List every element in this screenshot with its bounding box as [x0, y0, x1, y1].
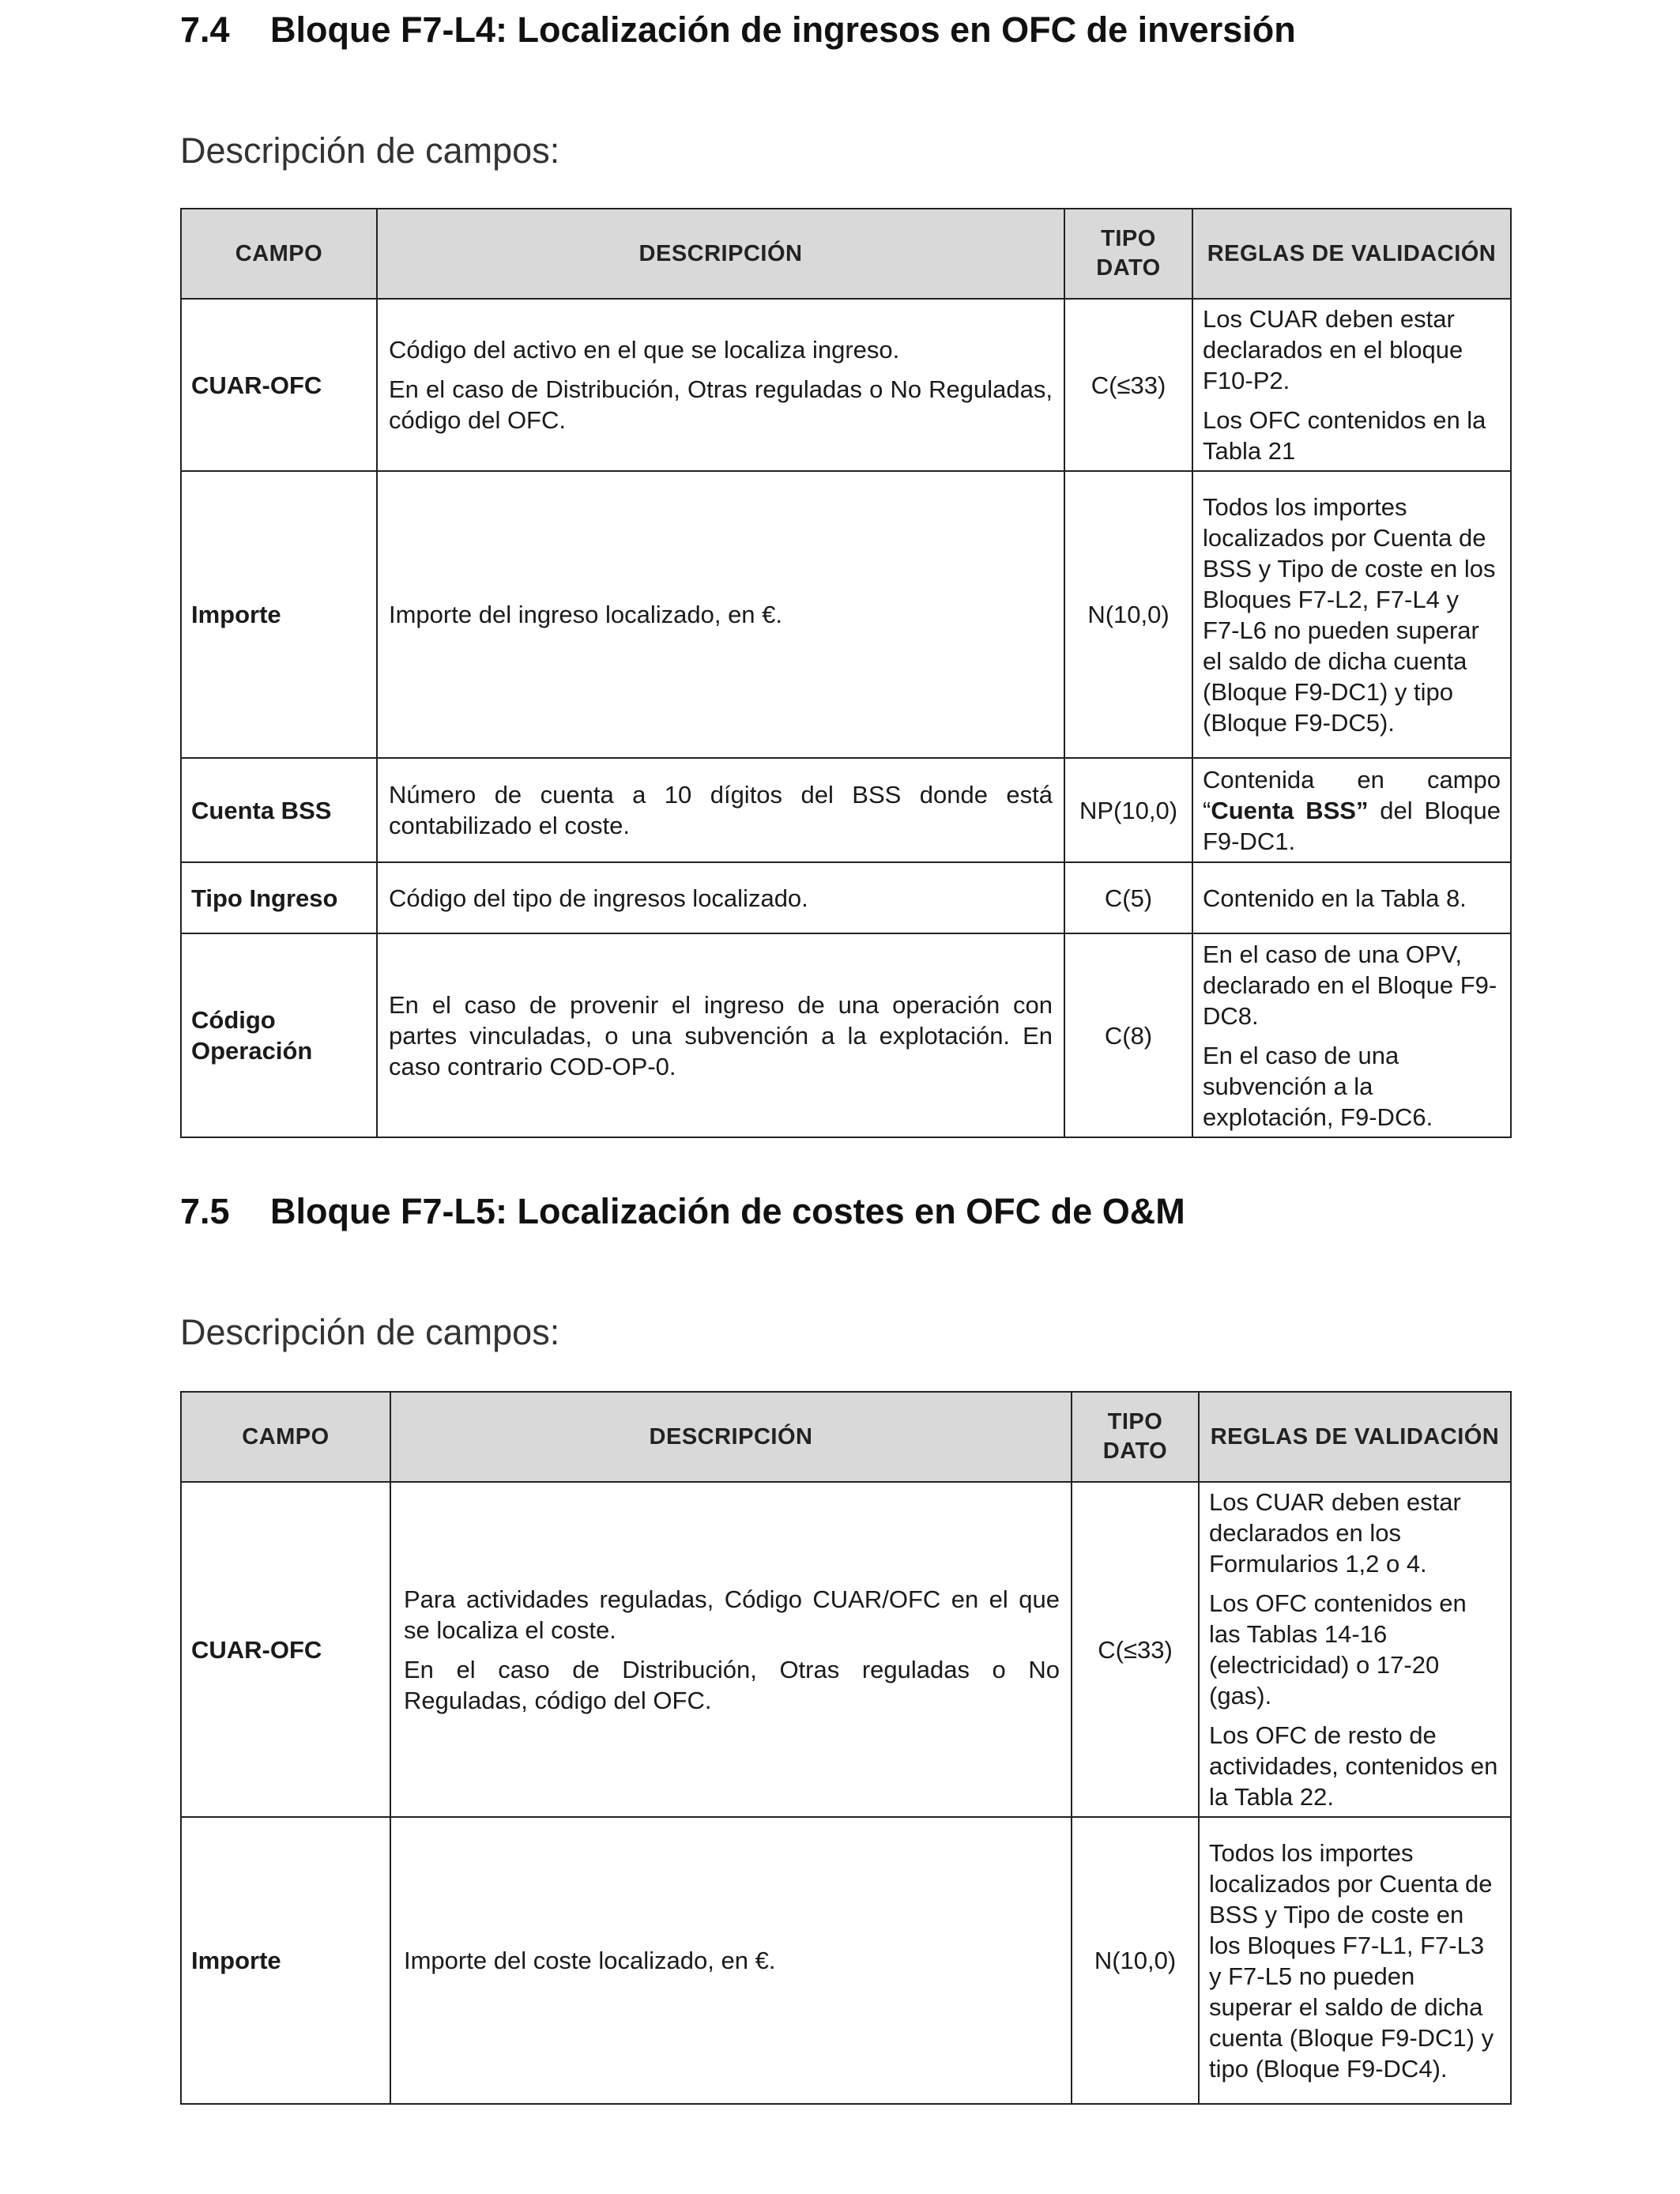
validation-rules: [1192, 862, 1511, 933]
validation-rules: [1192, 758, 1511, 862]
table-row: [181, 862, 1511, 933]
field-type: C(5): [1064, 862, 1192, 933]
field-name: Importe: [181, 1817, 390, 2104]
rule-field-name: Cuenta BSS”: [1211, 796, 1369, 824]
rule-text: Los OFC de resto de actividades, contenidos en la Tabla 22.: [1209, 1721, 1498, 1811]
column-header-tipo-dato: TIPO DATO: [1064, 209, 1192, 299]
rule-text: Los CUAR deben estar declarados en los Formularios 1,2 o 4.: [1209, 1488, 1461, 1578]
fields-description-heading: Descripción de campos:: [180, 1312, 560, 1352]
description-text: Código del activo en el que se localiza ingreso.: [389, 336, 900, 364]
column-header-tipo-dato: TIPO DATO: [1072, 1392, 1199, 1482]
description-text: Importe del ingreso localizado, en €.: [389, 601, 783, 628]
field-description: [377, 299, 1064, 471]
rule-text-start: Contenida en campo “: [1203, 765, 1501, 824]
rule-text-end: del Bloque F9-DC1.: [1203, 796, 1501, 855]
field-type: C(≤33): [1072, 1482, 1199, 1817]
field-type: NP(10,0): [1064, 758, 1192, 862]
field-description: [377, 758, 1064, 862]
fields-table-f7-l4: [180, 208, 1512, 1138]
rule-text: Todos los importes localizados por Cuenta de BSS y Tipo de coste en los Bloques F7-L1, F7-L3 y F7-L5 no pueden superar el saldo de dicha cuenta (Bloque F9-DC1) y tipo (Bloque F9-DC4).: [1209, 1838, 1494, 2083]
field-description: [377, 933, 1064, 1137]
field-type: N(10,0): [1064, 471, 1192, 758]
validation-rules: [1199, 1482, 1511, 1817]
column-header-descripcion: DESCRIPCIÓN: [377, 209, 1064, 299]
description-text: Número de cuenta a 10 dígitos del BSS donde está contabilizado el coste.: [389, 781, 1053, 839]
section-number: 7.4: [180, 9, 230, 50]
field-name: CUAR-OFC: [181, 299, 377, 471]
field-description: [390, 1482, 1072, 1817]
field-name: Tipo Ingreso: [181, 862, 377, 933]
rule-text: Contenido en la Tabla 8.: [1203, 884, 1467, 912]
rule-text: Los OFC contenidos en las Tablas 14-16 (electricidad) o 17-20 (gas).: [1209, 1589, 1467, 1710]
table-row: [181, 1482, 1511, 1817]
description-text: En el caso de Distribución, Otras reguladas o No Reguladas, código del OFC.: [404, 1655, 1060, 1714]
section-heading-7-5: [180, 1191, 1185, 1232]
rule-text: En el caso de una subvención a la explotación, F9-DC6.: [1203, 1041, 1433, 1131]
validation-rules: [1192, 471, 1511, 758]
field-description: [377, 471, 1064, 758]
table-row: [181, 299, 1511, 471]
field-name: Código Operación: [181, 933, 377, 1137]
rule-text: Todos los importes localizados por Cuenta de BSS y Tipo de coste en los Bloques F7-L2, F7-L4 y F7-L6 no pueden superar el saldo de dicha cuenta (Bloque F9-DC1) y tipo (Bloque F9-DC5).: [1203, 492, 1496, 737]
description-text: Código del tipo de ingresos localizado.: [389, 884, 808, 912]
description-text: Importe del coste localizado, en €.: [404, 1947, 776, 1974]
rule-text: Los CUAR deben estar declarados en el bloque F10-P2.: [1203, 305, 1463, 394]
rule-text: [1203, 764, 1501, 857]
field-type: N(10,0): [1072, 1817, 1199, 2104]
validation-rules: [1199, 1817, 1511, 2104]
table-header-row: [181, 1392, 1511, 1482]
validation-rules: [1192, 933, 1511, 1137]
field-type: C(≤33): [1064, 299, 1192, 471]
section-heading-7-4: [180, 9, 1296, 51]
description-text: Para actividades reguladas, Código CUAR/OFC en el que se localiza el coste.: [404, 1585, 1060, 1644]
field-description: [377, 862, 1064, 933]
field-name: Importe: [181, 471, 377, 758]
column-header-campo: CAMPO: [181, 1392, 390, 1482]
column-header-descripcion: DESCRIPCIÓN: [390, 1392, 1072, 1482]
column-header-reglas: REGLAS DE VALIDACIÓN: [1199, 1392, 1511, 1482]
description-text: En el caso de Distribución, Otras reguladas o No Reguladas, código del OFC.: [389, 375, 1053, 434]
section-number: 7.5: [180, 1191, 230, 1231]
rule-text: Los OFC contenidos en la Tabla 21: [1203, 406, 1486, 465]
field-name: Cuenta BSS: [181, 758, 377, 862]
column-header-campo: CAMPO: [181, 209, 377, 299]
field-name: CUAR-OFC: [181, 1482, 390, 1817]
rule-text: En el caso de una OPV, declarado en el Bloque F9-DC8.: [1203, 940, 1497, 1030]
table-header-row: [181, 209, 1511, 299]
fields-description-heading: Descripción de campos:: [180, 130, 560, 171]
field-description: [390, 1817, 1072, 2104]
table-row: [181, 471, 1511, 758]
field-type: C(8): [1064, 933, 1192, 1137]
section-title: Bloque F7-L4: Localización de ingresos en OFC de inversión: [270, 9, 1296, 50]
table-row: [181, 933, 1511, 1137]
table-row: [181, 1817, 1511, 2104]
section-title: Bloque F7-L5: Localización de costes en OFC de O&M: [270, 1191, 1185, 1231]
validation-rules: [1192, 299, 1511, 471]
column-header-reglas: REGLAS DE VALIDACIÓN: [1192, 209, 1511, 299]
fields-table-f7-l5: [180, 1391, 1512, 2105]
description-text: En el caso de provenir el ingreso de una operación con partes vinculadas, o una subvención a la explotación. En caso contrario COD-OP-0.: [389, 990, 1053, 1080]
table-row: [181, 758, 1511, 862]
